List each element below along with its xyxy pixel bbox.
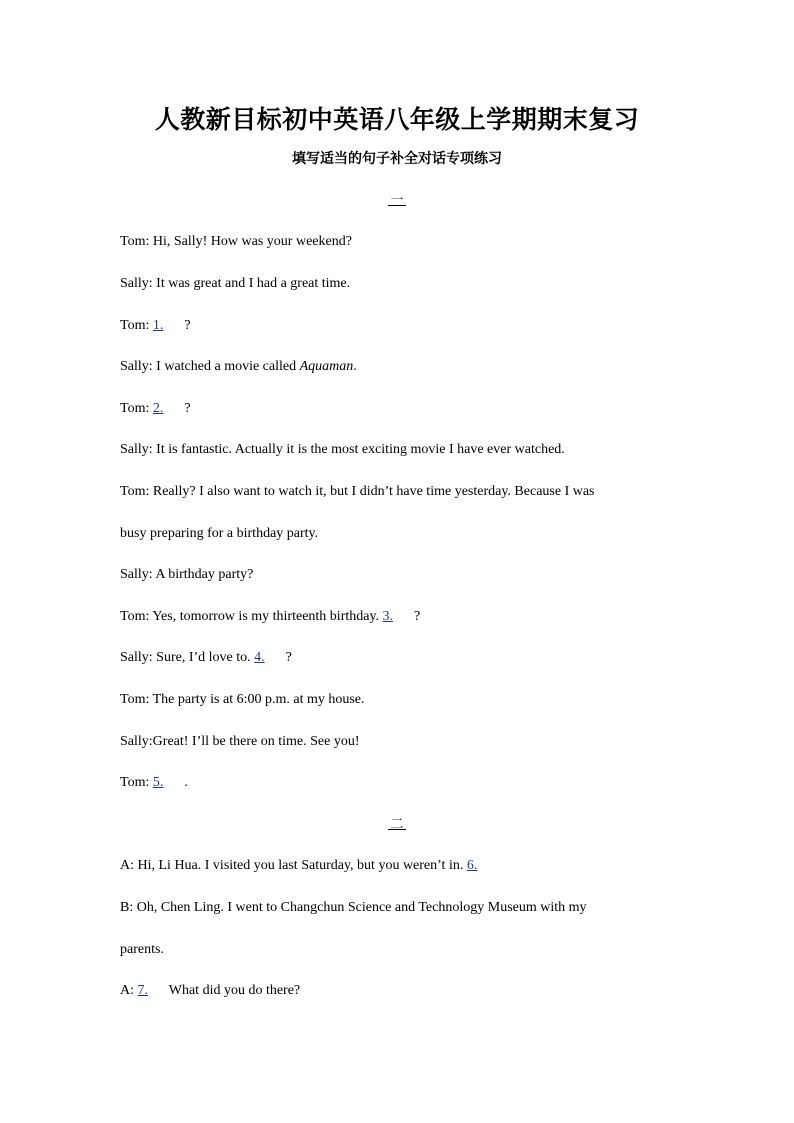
- answer-blank-5[interactable]: 5.: [152, 775, 164, 790]
- dialogue-line: busy preparing for a birthday party.: [120, 526, 319, 541]
- dialogue-line: parents.: [120, 942, 164, 957]
- dialogue-line: Sally: It is fantastic. Actually it is the most exciting movie I have ever watched.: [120, 442, 565, 457]
- answer-blank-1[interactable]: 1.: [152, 318, 164, 333]
- dialogue-line: Tom: 1. ?: [120, 318, 191, 333]
- dialogue-line: A: 7. What did you do there?: [120, 983, 301, 998]
- dialogue-line: Tom: Hi, Sally! How was your weekend?: [120, 234, 352, 249]
- section-mark-2: 二: [390, 816, 404, 831]
- answer-blank-4[interactable]: 4.: [254, 650, 265, 665]
- answer-blank-3[interactable]: 3.: [382, 609, 394, 624]
- section-mark-1: 一: [390, 192, 404, 207]
- dialogue-line: Tom: Really? I also want to watch it, but I didn’t have time yesterday. Because I was: [120, 484, 595, 499]
- dialogue-line: Sally: It was great and I had a great time.: [120, 276, 351, 291]
- dialogue-line: B: Oh, Chen Ling. I went to Changchun Science and Technology Museum with my: [120, 900, 587, 915]
- page-title: 人教新目标初中英语八年级上学期期末复习: [154, 105, 640, 134]
- dialogue-line: Sally: A birthday party?: [120, 567, 254, 582]
- answer-blank-2[interactable]: 2.: [152, 401, 164, 416]
- dialogue-line: Tom: 5. .: [120, 775, 188, 790]
- dialogue-line: A: Hi, Li Hua. I visited you last Saturday, but you weren’t in. 6.: [120, 857, 495, 875]
- answer-blank-6[interactable]: 6.: [466, 858, 478, 873]
- page-subtitle: 填写适当的句子补全对话专项练习: [292, 151, 502, 167]
- dialogue-line: Sally: I watched a movie called Aquaman.: [120, 359, 357, 374]
- dialogue-line: Sally:Great! I’ll be there on time. See you!: [120, 734, 360, 749]
- movie-title: Aquaman: [299, 359, 354, 374]
- dialogue-line: Tom: Yes, tomorrow is my thirteenth birthday. 3. ?: [120, 609, 421, 624]
- answer-blank-7[interactable]: 7.: [137, 983, 148, 998]
- dialogue-line: Sally: Sure, I’d love to. 4. ?: [120, 650, 292, 665]
- dialogue-line: Tom: 2. ?: [120, 401, 191, 416]
- dialogue-line: Tom: The party is at 6:00 p.m. at my house.: [120, 692, 365, 707]
